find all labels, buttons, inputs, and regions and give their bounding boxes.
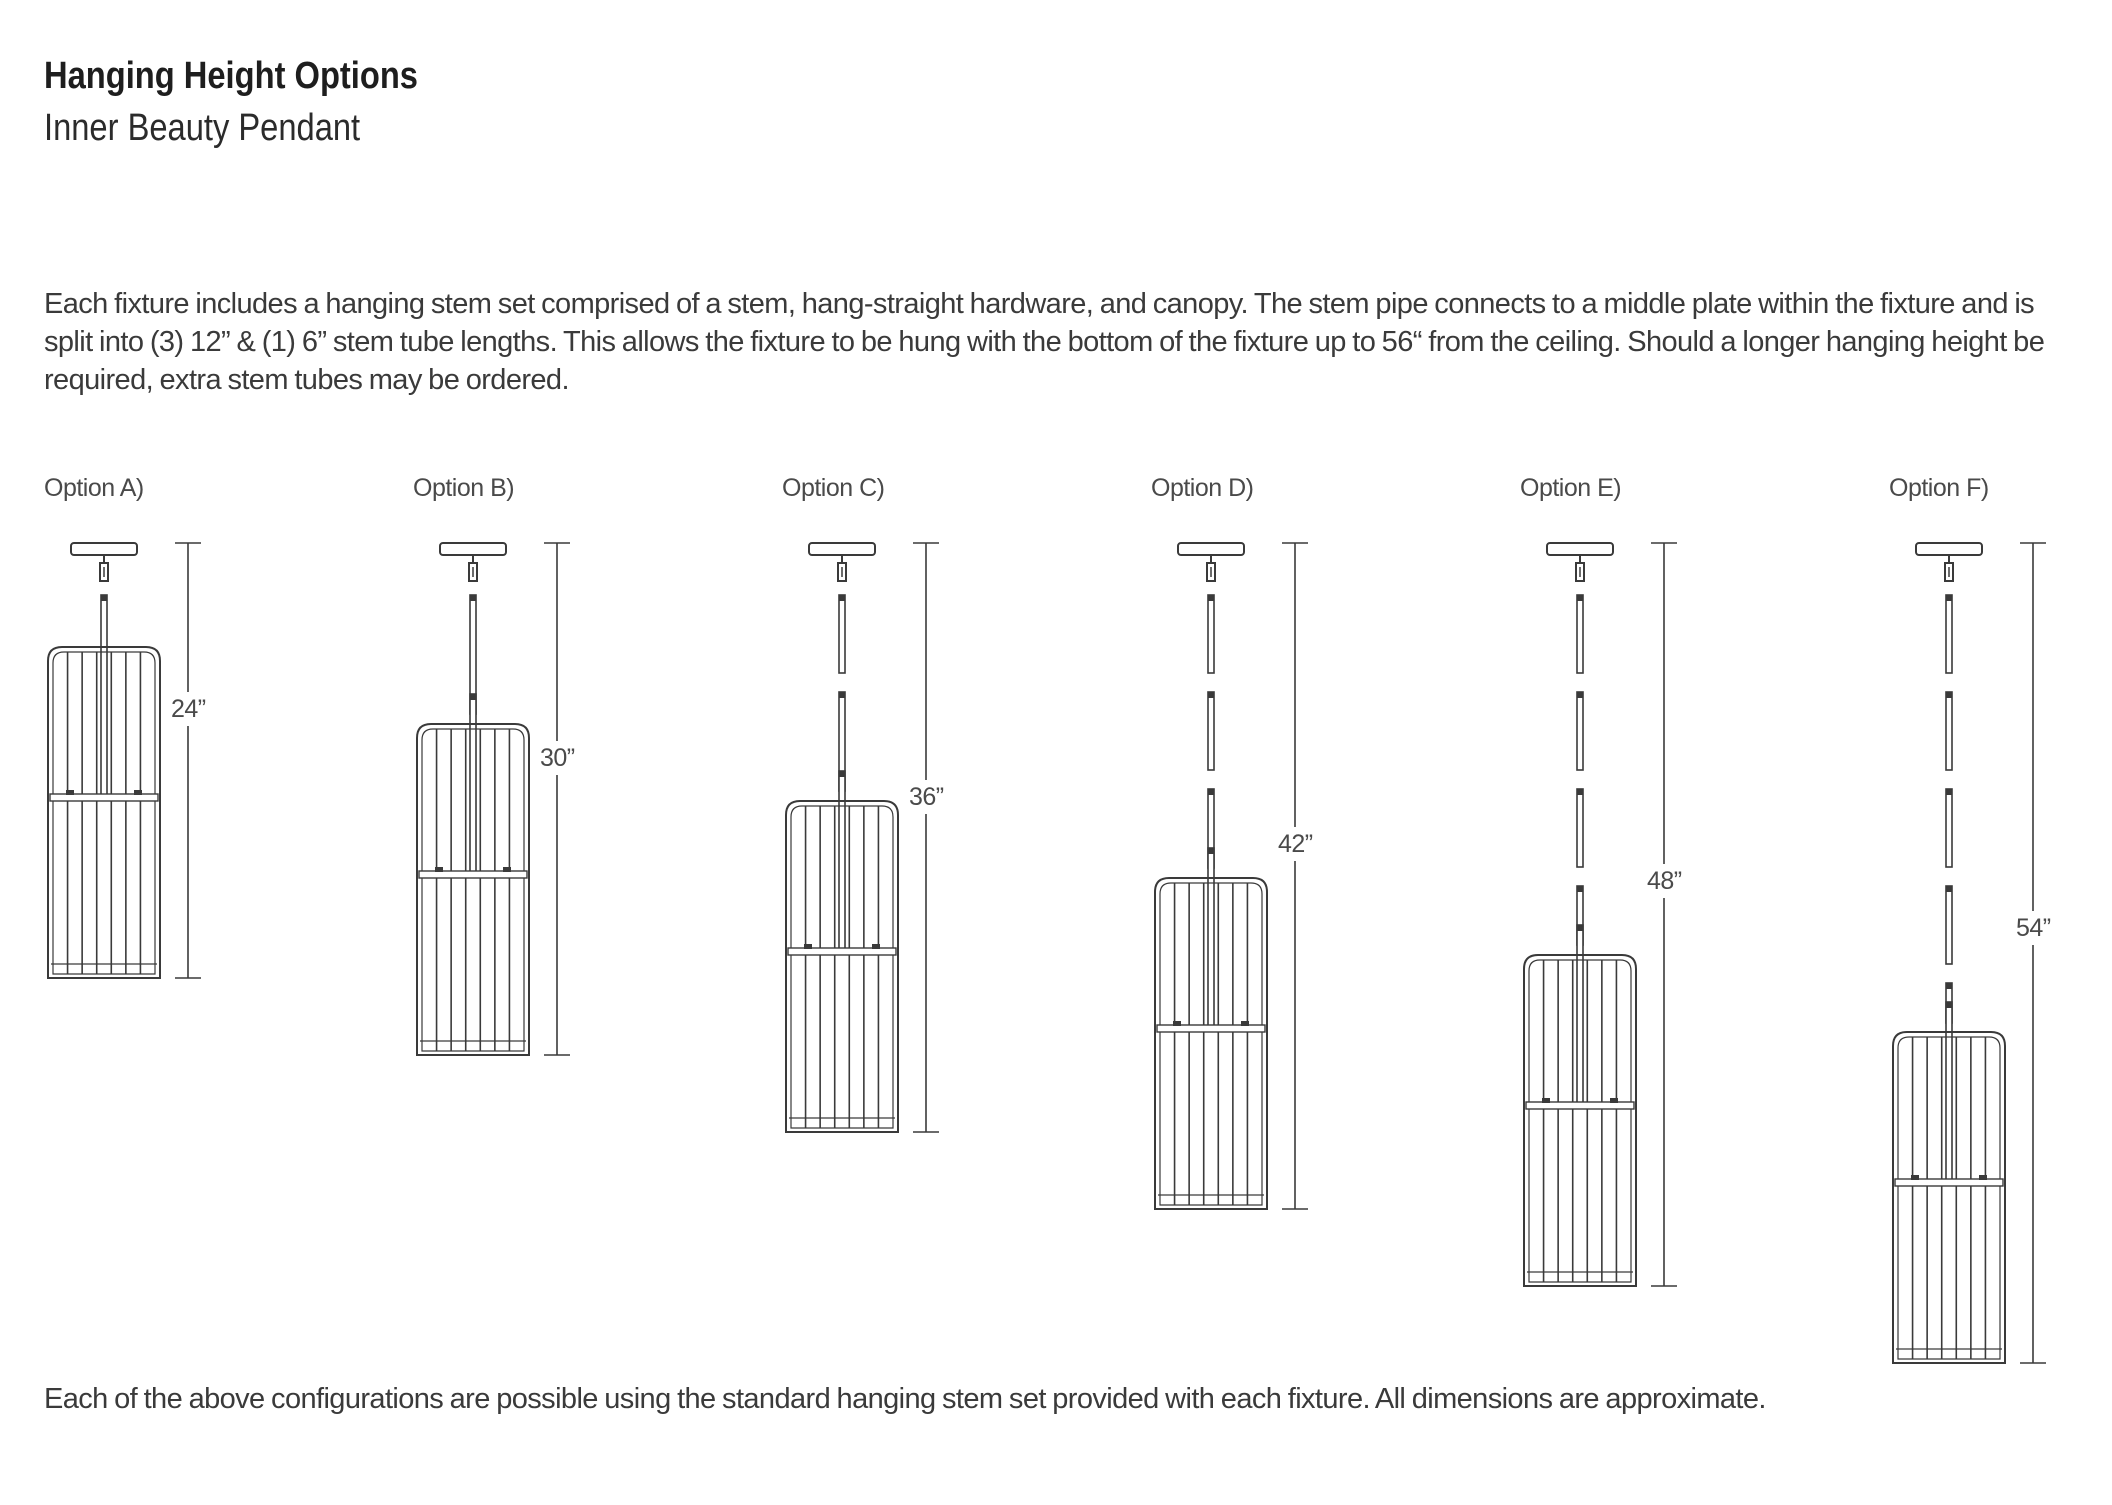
middle-plate-b bbox=[419, 871, 527, 878]
stem-joint-e-4 bbox=[1577, 886, 1583, 892]
footer-note: Each of the above configurations are possible using the standard hanging stem set provided with each fixture. All dimensions are approximate. bbox=[44, 1383, 1766, 1415]
option-e-label: Option E) bbox=[1520, 474, 1622, 502]
canopy-c bbox=[809, 543, 875, 555]
stem-joint-f-4 bbox=[1946, 886, 1952, 892]
canopy-d bbox=[1178, 543, 1244, 555]
intro-paragraph: Each fixture includes a hanging stem set comprised of a stem, hang-straight hardware, and canopy. The stem pipe connects to a middle plate within the fixture and is split into (3) 12” & (1) 6” stem tube lengths. This allows the fixture to be hung with the bottom of the fixture up to 56“ from the ceiling. Should a longer hanging height be required, extra stem tubes may be ordered. bbox=[44, 288, 2045, 396]
center-stem-f bbox=[1946, 1002, 1952, 1182]
stem-tube-f-1 bbox=[1946, 595, 1952, 673]
middle-plate-c bbox=[788, 948, 896, 955]
plate-clip-right-b bbox=[503, 867, 511, 872]
center-stem-a bbox=[101, 595, 107, 797]
stem-tube-f-2 bbox=[1946, 692, 1952, 770]
center-stem-cap-c bbox=[839, 771, 845, 777]
center-stem-cap-d bbox=[1208, 848, 1214, 854]
plate-clip-right-d bbox=[1241, 1021, 1249, 1026]
center-stem-d bbox=[1208, 848, 1214, 1028]
plate-clip-left-c bbox=[804, 944, 812, 949]
option-c-label: Option C) bbox=[782, 474, 885, 502]
stem-joint-f-2 bbox=[1946, 692, 1952, 698]
product-name: Inner Beauty Pendant bbox=[44, 107, 361, 149]
stem-tube-d-1 bbox=[1208, 595, 1214, 673]
stem-joint-f-1 bbox=[1946, 595, 1952, 601]
option-f-dimension: 54” bbox=[2016, 911, 2051, 945]
center-stem-b bbox=[470, 694, 476, 874]
plate-clip-right-a bbox=[134, 790, 142, 795]
stem-tube-d-2 bbox=[1208, 692, 1214, 770]
page-title: Hanging Height Options bbox=[44, 55, 418, 97]
stem-joint-b-1 bbox=[470, 595, 476, 601]
stem-joint-c-1 bbox=[839, 595, 845, 601]
middle-plate-e bbox=[1526, 1102, 1634, 1109]
middle-plate-f bbox=[1895, 1179, 2003, 1186]
stem-joint-e-3 bbox=[1577, 789, 1583, 795]
center-stem-cap-f bbox=[1946, 1002, 1952, 1008]
option-f-label: Option F) bbox=[1889, 474, 1989, 502]
plate-clip-left-a bbox=[66, 790, 74, 795]
canopy-f bbox=[1916, 543, 1982, 555]
option-b-label: Option B) bbox=[413, 474, 515, 502]
stem-tube-e-2 bbox=[1577, 692, 1583, 770]
plate-clip-right-f bbox=[1979, 1175, 1987, 1180]
plate-clip-left-f bbox=[1911, 1175, 1919, 1180]
center-stem-e bbox=[1577, 925, 1583, 1105]
canopy-e bbox=[1547, 543, 1613, 555]
stem-joint-f-3 bbox=[1946, 789, 1952, 795]
stem-joint-d-2 bbox=[1208, 692, 1214, 698]
option-e-dimension: 48” bbox=[1647, 864, 1682, 898]
stem-tube-c-1 bbox=[839, 595, 845, 673]
middle-plate-a bbox=[50, 794, 158, 801]
middle-plate-d bbox=[1157, 1025, 1265, 1032]
center-stem-c bbox=[839, 771, 845, 951]
option-d-dimension: 42” bbox=[1278, 827, 1313, 861]
option-a-label: Option A) bbox=[44, 474, 144, 502]
stem-tube-e-3 bbox=[1577, 789, 1583, 867]
stem-joint-c-2 bbox=[839, 692, 845, 698]
stem-joint-d-1 bbox=[1208, 595, 1214, 601]
option-d-label: Option D) bbox=[1151, 474, 1254, 502]
center-stem-cap-a bbox=[101, 595, 107, 601]
plate-clip-right-e bbox=[1610, 1098, 1618, 1103]
stem-tube-f-4 bbox=[1946, 886, 1952, 964]
fixture-b bbox=[417, 543, 570, 1055]
plate-clip-left-e bbox=[1542, 1098, 1550, 1103]
canopy-a bbox=[71, 543, 137, 555]
option-c-dimension: 36” bbox=[909, 780, 944, 814]
fixture-c bbox=[786, 543, 939, 1132]
stem-joint-d-3 bbox=[1208, 789, 1214, 795]
option-a-dimension: 24” bbox=[171, 692, 206, 726]
canopy-b bbox=[440, 543, 506, 555]
stem-tube-f-3 bbox=[1946, 789, 1952, 867]
stem-joint-e-1 bbox=[1577, 595, 1583, 601]
center-stem-cap-b bbox=[470, 694, 476, 700]
plate-clip-right-c bbox=[872, 944, 880, 949]
fixture-e bbox=[1524, 543, 1677, 1286]
stem-joint-e-2 bbox=[1577, 692, 1583, 698]
option-b-dimension: 30” bbox=[540, 741, 575, 775]
plate-clip-left-b bbox=[435, 867, 443, 872]
fixture-a bbox=[48, 543, 201, 978]
stem-joint-f-5 bbox=[1946, 983, 1952, 989]
plate-clip-left-d bbox=[1173, 1021, 1181, 1026]
fixture-d bbox=[1155, 543, 1308, 1209]
fixture-f bbox=[1893, 543, 2046, 1363]
center-stem-cap-e bbox=[1577, 925, 1583, 931]
stem-tube-e-1 bbox=[1577, 595, 1583, 673]
